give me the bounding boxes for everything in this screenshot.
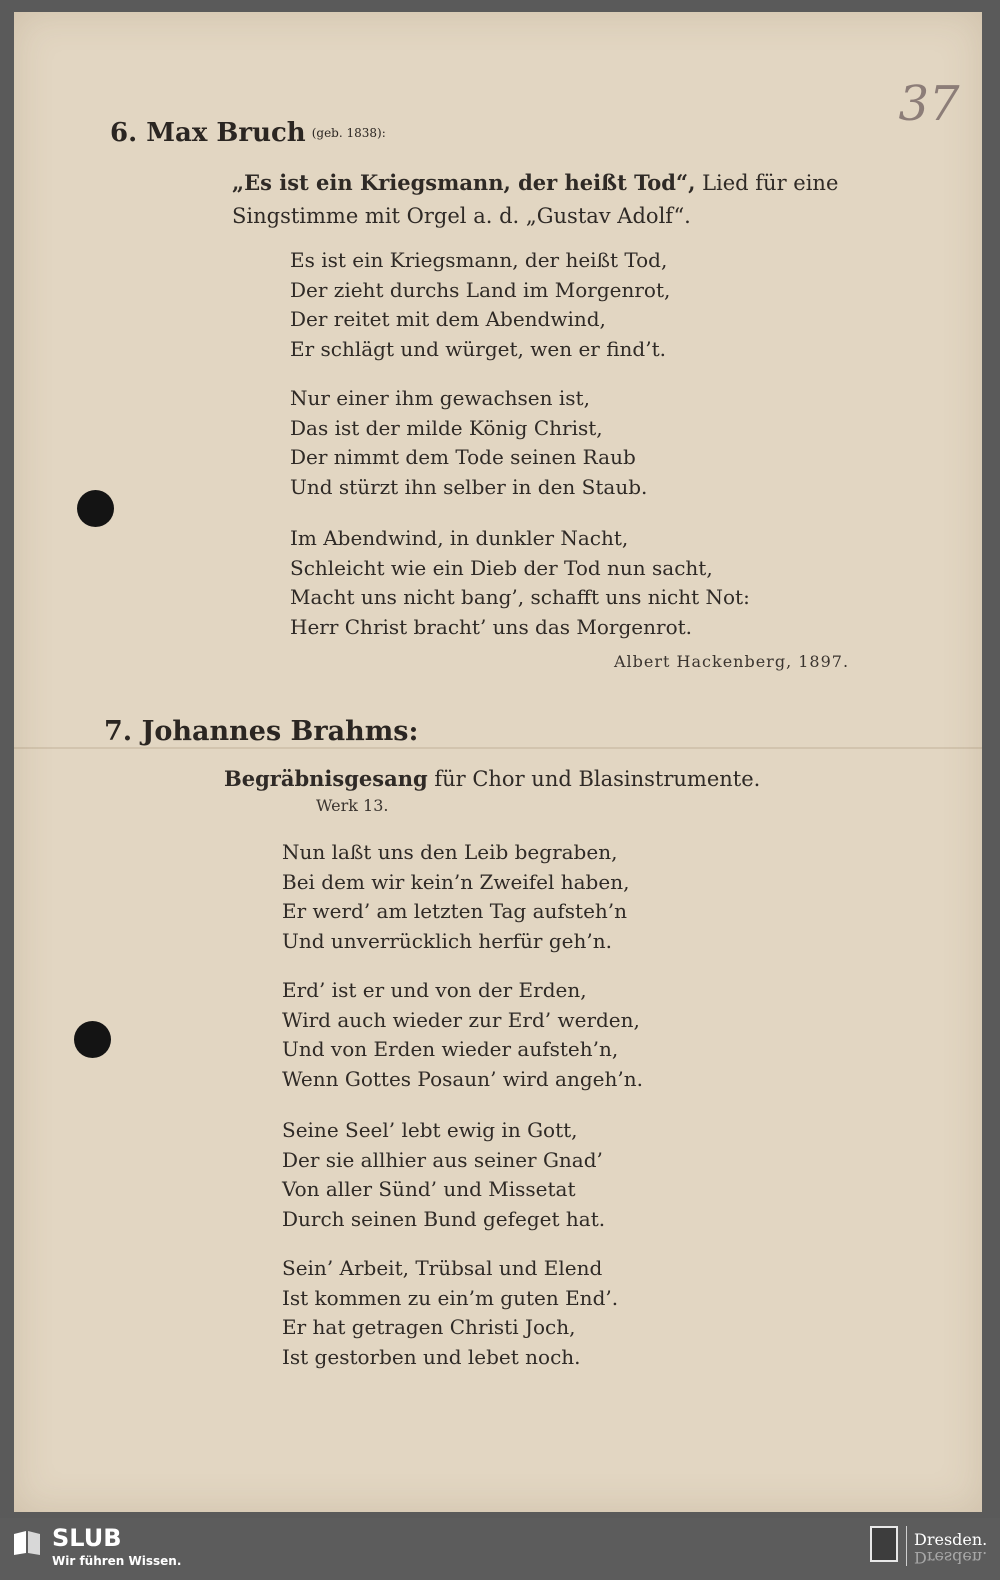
verse-line: Bei dem wir kein’n Zweifel haben,: [282, 869, 630, 894]
stanza: [290, 246, 670, 364]
verse-line: Im Abendwind, in dunkler Nacht,: [290, 526, 629, 550]
verse-line: Schleicht wie ein Dieb der Tod nun sacht,: [290, 555, 713, 580]
entry-number: 7.: [104, 716, 133, 747]
verse-line: Von aller Sünd’ und Missetat: [282, 1177, 576, 1201]
book-logo-icon[interactable]: [12, 1528, 42, 1556]
verse-line: Der sie allhier aus seiner Gnad’: [282, 1147, 603, 1172]
brand-name[interactable]: SLUB: [52, 1524, 122, 1552]
work-description: [232, 166, 838, 233]
verse-line: Wird auch wieder zur Erd’ werden,: [282, 1007, 640, 1032]
verse-line: Er werd’ am letzten Tag aufsteh’n: [282, 899, 628, 923]
city-logo-text[interactable]: Dresden.: [914, 1530, 988, 1549]
footer-bar: [0, 1518, 1000, 1580]
verse-line: Er hat getragen Christi Joch,: [282, 1315, 576, 1339]
lyricist-attribution: Albert Hackenberg, 1897.: [614, 652, 850, 671]
verse-line: Ist gestorben und lebet noch.: [282, 1344, 581, 1369]
verse-line: Wenn Gottes Posaun’ wird angeh’n.: [282, 1066, 643, 1091]
verse-line: Herr Christ bracht’ uns das Morgenrot.: [290, 614, 693, 639]
verse-line: Und stürzt ihn selber in den Staub.: [290, 474, 648, 499]
composer-dates: (geb. 1838):: [311, 126, 386, 140]
stanza: [290, 384, 647, 502]
verse-line: Der reitet mit dem Abendwind,: [290, 307, 606, 331]
composer-name: Johannes Brahms:: [141, 716, 419, 747]
verse-line: Es ist ein Kriegsmann, der heißt Tod,: [290, 248, 668, 272]
composer-name: Max Bruch: [146, 118, 306, 148]
verse-line: Nur einer ihm gewachsen ist,: [290, 386, 590, 410]
verse-line: Und von Erden wieder aufsteh’n,: [282, 1037, 619, 1061]
verse-line: Sein’ Arbeit, Trübsal und Elend: [282, 1256, 603, 1280]
entry-heading: [110, 118, 386, 148]
stanza: [282, 838, 629, 956]
stanza: [290, 524, 750, 642]
verse-line: Der nimmt dem Tode seinen Raub: [290, 445, 636, 469]
work-description: [224, 762, 760, 796]
stanza: [282, 1116, 605, 1234]
brand-tagline: Wir führen Wissen.: [52, 1554, 182, 1568]
city-crest-icon[interactable]: [870, 1526, 898, 1562]
entry-number: 6.: [110, 118, 138, 148]
entry-heading: [104, 716, 418, 747]
footer-divider: [906, 1526, 907, 1566]
folio-number: 37: [898, 76, 960, 132]
verse-line: Das ist der milde König Christ,: [290, 415, 603, 440]
work-description-text: für Chor und Blasinstrumente.: [427, 767, 761, 791]
work-title: „Es ist ein Kriegsmann, der heißt Tod“,: [232, 170, 696, 195]
verse-line: Macht uns nicht bang’, schafft uns nicht Not:: [290, 585, 750, 609]
punch-hole: [74, 1021, 111, 1058]
city-logo-reflection: Dresden.: [914, 1548, 988, 1567]
verse-line: Und unverrücklich herfür geh’n.: [282, 928, 612, 953]
document-page: [14, 12, 982, 1512]
verse-line: Seine Seel’ lebt ewig in Gott,: [282, 1118, 578, 1142]
work-description-text: Lied für eine: [695, 171, 839, 195]
verse-line: Der zieht durchs Land im Morgenrot,: [290, 277, 671, 302]
verse-line: Er schlägt und würget, wen er find’t.: [290, 336, 666, 361]
opus-number: Werk 13.: [316, 796, 389, 815]
paper-fold: [14, 747, 982, 749]
verse-line: Ist kommen zu ein’m guten End’.: [282, 1285, 619, 1310]
work-description-line: Singstimme mit Orgel a. d. „Gustav Adolf“.: [232, 204, 691, 228]
verse-line: Erd’ ist er und von der Erden,: [282, 978, 587, 1002]
punch-hole: [77, 490, 114, 527]
verse-line: Nun laßt uns den Leib begraben,: [282, 840, 618, 864]
stanza: [282, 976, 643, 1094]
work-title: Begräbnisgesang: [224, 766, 428, 791]
stanza: [282, 1254, 618, 1372]
verse-line: Durch seinen Bund gefeget hat.: [282, 1206, 606, 1231]
